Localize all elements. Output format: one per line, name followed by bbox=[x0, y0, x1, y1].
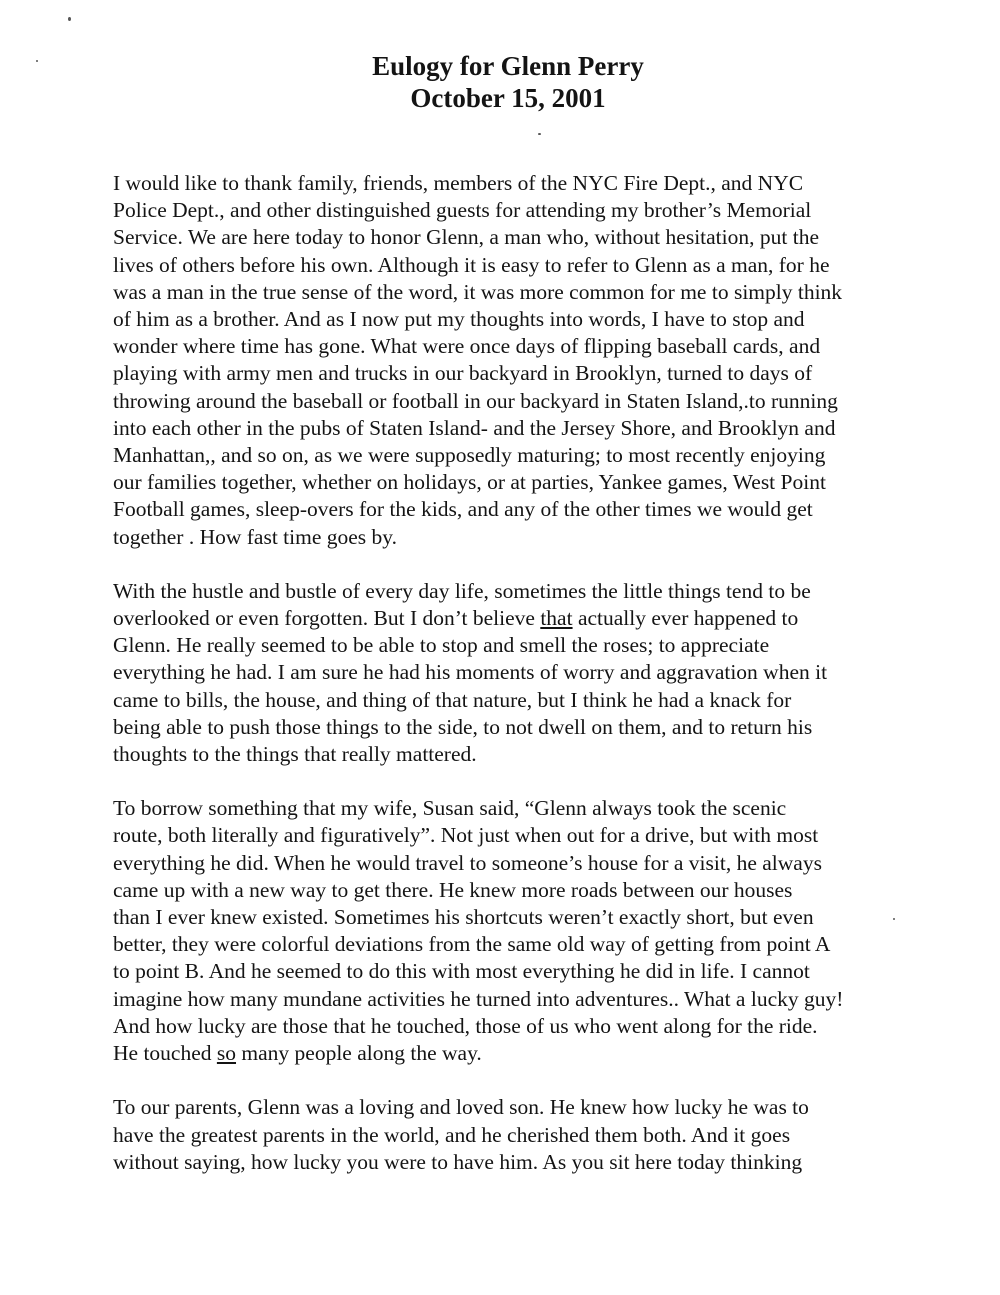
text-line: To our parents, Glenn was a loving and loved son. He knew how lucky he was to bbox=[113, 1095, 809, 1120]
text-line: Glenn. He really seemed to be able to stop and smell the roses; to appreciate bbox=[113, 633, 770, 658]
text-line: Football games, sleep-overs for the kids, and any of the other times we would get bbox=[113, 497, 813, 522]
text-line: everything he had. I am sure he had his moments of worry and aggravation when it bbox=[113, 660, 828, 685]
text-line: came up with a new way to get there. He knew more roads between our houses bbox=[113, 877, 793, 902]
paragraph-3 bbox=[113, 795, 913, 1067]
text-line: came to bills, the house, and thing of that nature, but I think he had a knack for bbox=[113, 687, 792, 712]
text-line: together . How fast time goes by. bbox=[113, 524, 398, 549]
text-line: Service. We are here today to honor Glenn, a man who, without hesitation, put the bbox=[113, 225, 819, 250]
paragraph-1 bbox=[113, 170, 913, 551]
text-line: playing with army men and trucks in our backyard in Brooklyn, turned to days of bbox=[113, 361, 813, 386]
text-line: I would like to thank family, friends, members of the NYC Fire Dept., and NYC bbox=[113, 171, 804, 195]
text-line: to point B. And he seemed to do this with most everything he did in life. I cannot bbox=[113, 959, 810, 984]
text-line: than I ever knew existed. Sometimes his shortcuts weren’t exactly short, but even bbox=[113, 905, 814, 930]
paragraph-4 bbox=[113, 1094, 913, 1176]
text-line bbox=[113, 1040, 913, 1067]
text-line: And how lucky are those that he touched, those of us who went along for the ride. bbox=[113, 1013, 818, 1038]
text-line: have the greatest parents in the world, and he cherished them both. And it goes bbox=[113, 1122, 791, 1147]
text-line: route, both literally and figuratively”. Not just when out for a drive, but with most bbox=[113, 823, 819, 848]
text-segment: many people along the way. bbox=[236, 1041, 482, 1066]
text-segment: He touched bbox=[113, 1041, 217, 1066]
underlined-word: that bbox=[540, 606, 573, 631]
paragraph-2 bbox=[113, 578, 913, 768]
text-line bbox=[113, 605, 913, 632]
text-line: better, they were colorful deviations from the same old way of getting from point A bbox=[113, 932, 831, 957]
text-line: throwing around the baseball or football in our backyard in Staten Island,.to running bbox=[113, 388, 838, 413]
text-line: lives of others before his own. Although it is easy to refer to Glenn as a man, for he bbox=[113, 252, 830, 277]
text-line: wonder where time has gone. What were once days of flipping baseball cards, and bbox=[113, 334, 821, 359]
text-line: thoughts to the things that really mattered. bbox=[113, 742, 477, 767]
text-line: was a man in the true sense of the word, it was more common for me to simply think bbox=[113, 279, 843, 304]
text-line: our families together, whether on holidays, or at parties, Yankee games, West Point bbox=[113, 470, 826, 495]
underlined-word: so bbox=[216, 1041, 237, 1066]
text-line: With the hustle and bustle of every day life, sometimes the little things tend to be bbox=[113, 578, 811, 603]
document-body bbox=[113, 170, 913, 1203]
text-segment: overlooked or even forgotten. But I don’t believe bbox=[113, 606, 541, 631]
document-title: Eulogy for Glenn Perry bbox=[372, 51, 644, 81]
text-line: being able to push those things to the side, to not dwell on them, and to return his bbox=[113, 714, 813, 739]
text-line: without saying, how lucky you were to have him. As you sit here today thinking bbox=[113, 1149, 803, 1174]
scan-speck bbox=[538, 133, 541, 135]
text-line: To borrow something that my wife, Susan said, “Glenn always took the scenic bbox=[113, 796, 787, 821]
text-line: everything he did. When he would travel to someone’s house for a visit, he always bbox=[113, 850, 822, 875]
scan-speck bbox=[68, 17, 71, 21]
text-line: Manhattan,, and so on, as we were supposedly maturing; to most recently enjoying bbox=[113, 443, 826, 468]
text-line: imagine how many mundane activities he turned into adventures.. What a lucky guy! bbox=[113, 986, 844, 1011]
document-header bbox=[0, 50, 1000, 114]
text-line: Police Dept., and other distinguished guests for attending my brother’s Memorial bbox=[113, 198, 812, 223]
text-line: of him as a brother. And as I now put my thoughts into words, I have to stop and bbox=[113, 307, 805, 332]
text-segment: actually ever happened to bbox=[572, 606, 799, 631]
document-date: October 15, 2001 bbox=[410, 83, 606, 113]
text-line: into each other in the pubs of Staten Island- and the Jersey Shore, and Brooklyn and bbox=[113, 415, 836, 440]
